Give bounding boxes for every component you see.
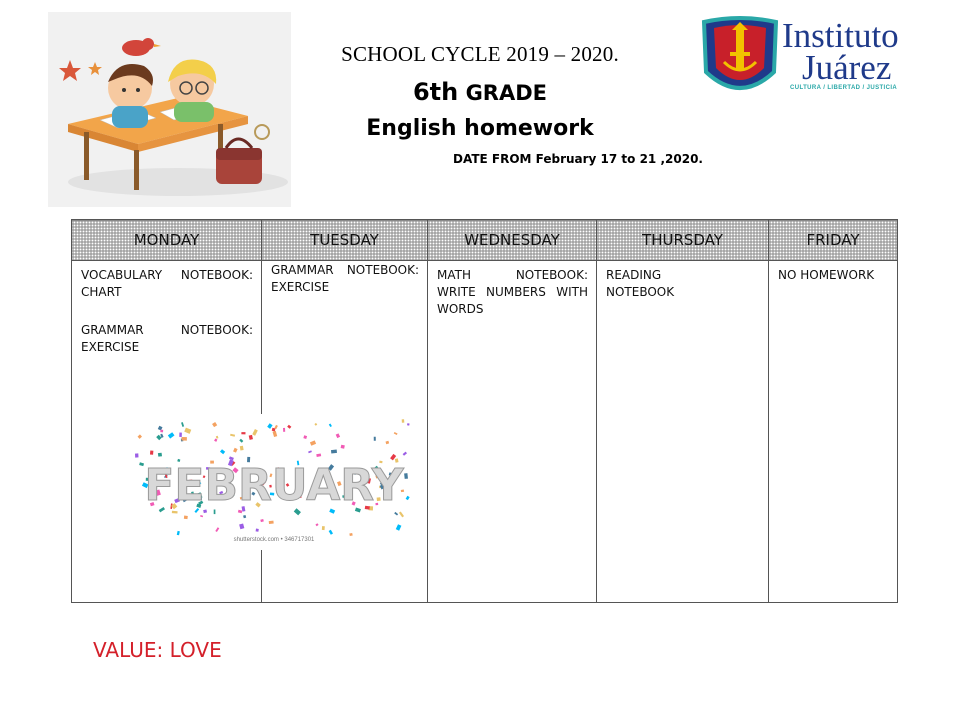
- subject-heading: English homework: [366, 116, 594, 141]
- confetti-piece: [404, 473, 408, 479]
- logo-name-line1: Instituto: [782, 16, 899, 55]
- wednesday-cell: [428, 261, 597, 603]
- banner-word: FEBRUARY: [144, 460, 404, 511]
- confetti-piece: [160, 430, 163, 433]
- confetti-piece: [135, 453, 139, 457]
- friday-cell: [769, 261, 898, 603]
- confetti-piece: [331, 450, 337, 454]
- confetti-piece: [241, 432, 245, 434]
- children-homework-illustration: [48, 12, 291, 207]
- confetti-piece: [341, 445, 345, 449]
- confetti-piece: [256, 529, 259, 532]
- day-header-friday: FRIDAY: [769, 220, 898, 261]
- confetti-piece: [150, 451, 153, 455]
- confetti-piece: [407, 423, 410, 426]
- date-range: DATE FROM February 17 to 21 ,2020.: [453, 152, 703, 166]
- confetti-piece: [184, 516, 188, 520]
- monday-task-1: VOCABULARY NOTEBOOK: CHART: [81, 268, 253, 299]
- thursday-task-1: READING NOTEBOOK: [606, 268, 675, 299]
- day-header-tuesday: TUESDAY: [262, 220, 428, 261]
- grade-heading: [360, 78, 600, 106]
- confetti-piece: [158, 453, 162, 457]
- banner-credit: shutterstock.com • 346717301: [233, 537, 315, 543]
- day-header-monday: MONDAY: [72, 220, 262, 261]
- logo-tagline: CULTURA / LIBERTAD / JUSTICIA: [790, 85, 898, 91]
- confetti-piece: [283, 428, 285, 432]
- wednesday-task-1: MATH NOTEBOOK: WRITE NUMBERS WITH WORDS: [437, 268, 588, 316]
- value-line: VALUE: LOVE: [93, 638, 222, 662]
- grade-word: GRADE: [465, 81, 547, 105]
- friday-task-1: NO HOMEWORK: [778, 268, 875, 282]
- logo-name-line2: Juárez: [802, 48, 892, 87]
- thursday-cell: [597, 261, 769, 603]
- day-header-row: [72, 220, 898, 261]
- confetti-piece: [322, 526, 325, 530]
- february-banner-image: [128, 414, 420, 550]
- confetti-piece: [172, 511, 178, 514]
- confetti-piece: [182, 437, 187, 441]
- grade-number: 6th: [412, 78, 459, 106]
- day-header-thursday: THURSDAY: [597, 220, 769, 261]
- confetti-piece: [374, 437, 376, 441]
- school-cycle-heading: SCHOOL CYCLE 2019 – 2020.: [341, 42, 619, 66]
- confetti-piece: [402, 419, 405, 423]
- confetti-piece: [269, 521, 274, 524]
- confetti-piece: [240, 446, 244, 451]
- confetti-piece: [179, 433, 182, 437]
- tuesday-task-1: GRAMMAR NOTEBOOK: EXERCISE: [271, 263, 419, 294]
- monday-task-2: GRAMMAR NOTEBOOK: EXERCISE: [81, 323, 253, 354]
- day-header-wednesday: WEDNESDAY: [428, 220, 597, 261]
